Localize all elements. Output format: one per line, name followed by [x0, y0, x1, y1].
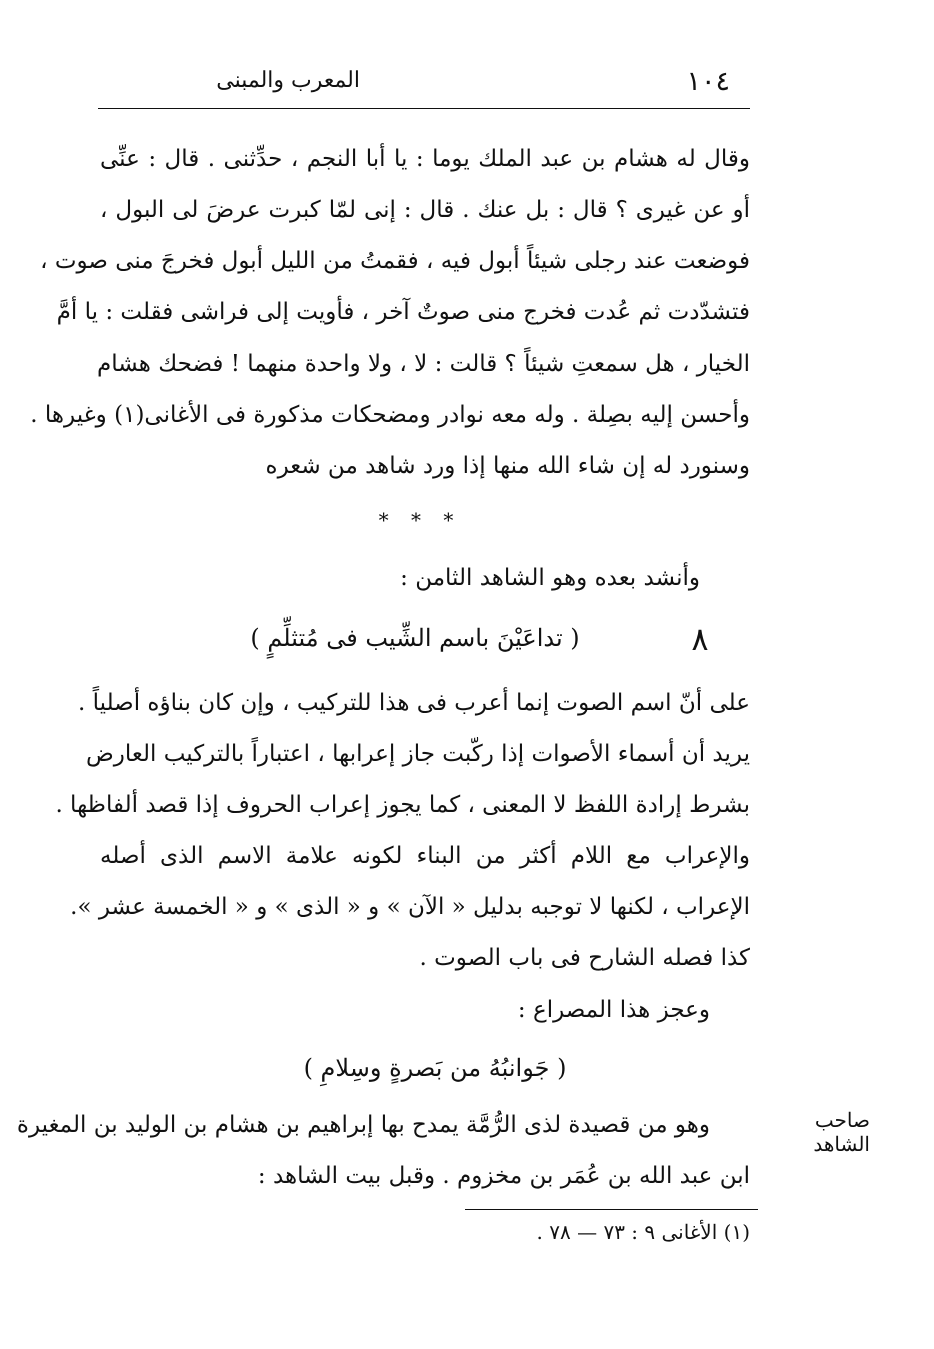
running-title: المعرب والمبنى — [216, 68, 360, 93]
intro-line: وأنشد بعده وهو الشاهد الثامن : — [400, 565, 700, 591]
text-line: ابن عبد الله بن عُمَر بن مخزوم . وقبل بيت الشاهد : — [257, 1163, 750, 1189]
footnote-rule — [465, 1209, 758, 1210]
text-line: أو عن غيرى ؟ قال : بل عنك . قال : إنى لمّا كبرت عرضَ لى البول ، — [100, 197, 750, 223]
text-line: الخيار ، هل سمعتِ شيئاً ؟ قالت : لا ، ولا واحدة منهما ! فضحك هشام — [97, 351, 750, 377]
text-line: بشرط إرادة اللفظ لا المعنى ، كما يجوز إعراب الحروف إذا قصد ألفاظها . — [55, 792, 750, 818]
text-line: فوضعت عند رجلى شيئاً أبول فيه ، فقمتُ من الليل أبول فخرجَ منى صوت ، — [40, 248, 750, 274]
section-separator: * * * — [378, 508, 462, 532]
text-line: على أنّ اسم الصوت إنما أعرب فى هذا للتركيب ، وإن كان بناؤه أصلياً . — [78, 690, 750, 716]
page-number: ١٠٤ — [686, 66, 730, 97]
hemistich-text: ( جَوانبُهُ من بَصرةٍ وسِلامِ ) — [303, 1054, 567, 1082]
verse-number: ٨ — [691, 620, 709, 658]
text-line: وقال له هشام بن عبد الملك يوما : يا أبا النجم ، حدِّثنى . قال : عنِّى — [100, 146, 750, 172]
text-line: فتشدّدت ثم عُدت فخرج منى صوتٌ آخر ، فأويت إلى فراشى فقلت : يا أمَّ — [56, 299, 750, 325]
text-line: وسنورد له إن شاء الله منها إذا ورد شاهد من شعره — [265, 453, 750, 479]
text-line: وهو من قصيدة لذى الرُّمَّة يمدح بها إبراهيم بن هشام بن الوليد بن المغيرة — [16, 1112, 710, 1138]
text-line: وأحسن إليه بصِلة . وله معه نوادر ومضحكات مذكورة فى الأغانى(١) وغيرها . — [30, 402, 750, 428]
text-line: الإعراب ، لكنها لا توجبه بدليل « الآن » و « الذى » و « الخمسة عشر ». — [70, 894, 750, 920]
text-line: يريد أن أسماء الأصوات إذا ركّبت جاز إعرابها ، اعتباراً بالتركيب العارض — [85, 741, 750, 767]
header-rule — [98, 108, 750, 109]
text-line: كذا فصله الشارح فى باب الصوت . — [419, 945, 750, 971]
hemistich-intro: وعجز هذا المصراع : — [517, 997, 710, 1023]
footnote: (١) الأغانى ٩ : ٧٣ — ٧٨ . — [536, 1220, 750, 1244]
margin-note: صاحب الشاهد — [813, 1108, 870, 1156]
verse-text: ( تداعَيْنَ باسم الشِّيب فى مُتثلِّمٍ ) — [250, 624, 580, 652]
text-line: والإعراب مع اللام أكثر من البناء لكونه علامة الاسم الذى أصله — [100, 843, 750, 869]
